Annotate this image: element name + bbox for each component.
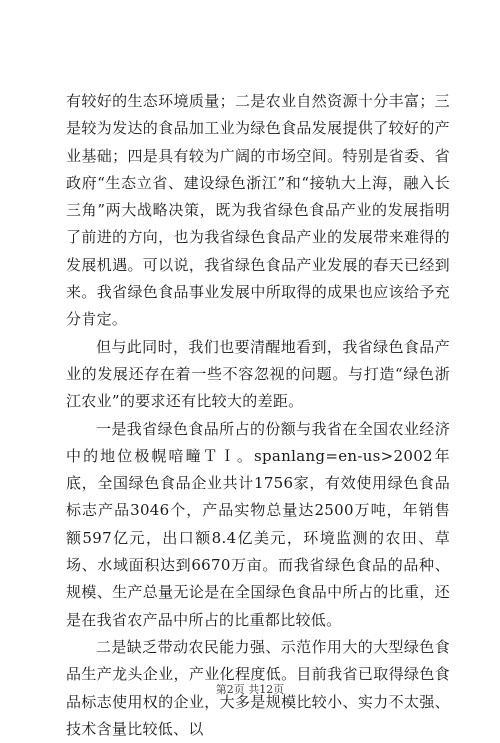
paragraph-3: 一是我省绿色食品所占的份额与我省在全国农业经济中的地位极幌喑疃ＴＩ。spanlang=en-us>2002年底，全国绿色食品企业共计1756家，有效使用绿色食品标志产品3046个，产品实物总量达2500万吨，年销售额597亿元，出口额8.4亿美元，环境监测的农田、草场、水域面积达到6670万亩。而我省绿色食品的品种、规模、生产总量无论是在全国绿色食品中所占的比重，还是在我省农产品中所占的比重都比较低。 <box>66 419 450 629</box>
document-body <box>66 88 450 743</box>
paragraph-2: 但与此同时，我们也要清醒地看到，我省绿色食品产业的发展还存在着一些不容忽视的问题。与打造“绿色浙江农业”的要求还有比较大的差距。 <box>66 337 450 411</box>
paragraph-4: 二是缺乏带动农民能力强、示范作用大的大型绿色食品生产龙头企业，产业化程度低。目前我省已取得绿色食品标志使用权的企业，大多是规模比较小、实力不太强、技术含量比较低、以 <box>66 637 450 738</box>
page-footer: 第2页 共12页 <box>215 683 285 696</box>
paragraph-1: 有较好的生态环境质量；二是农业自然资源十分丰富；三是较为发达的食品加工业为绿色食品发展提供了较好的产业基础；四是具有较为广阔的市场空间。特别是省委、省政府“生态立省、建设绿色浙江”和“接轨大上海，融入长三角”两大战略决策，既为我省绿色食品产业的发展指明了前进的方向，也为我省绿色食品产业的发展带来难得的发展机遇。可以说，我省绿色食品产业发展的春天已经到来。我省绿色食品事业发展中所取得的成果也应该给予充分肯定。 <box>66 92 450 329</box>
